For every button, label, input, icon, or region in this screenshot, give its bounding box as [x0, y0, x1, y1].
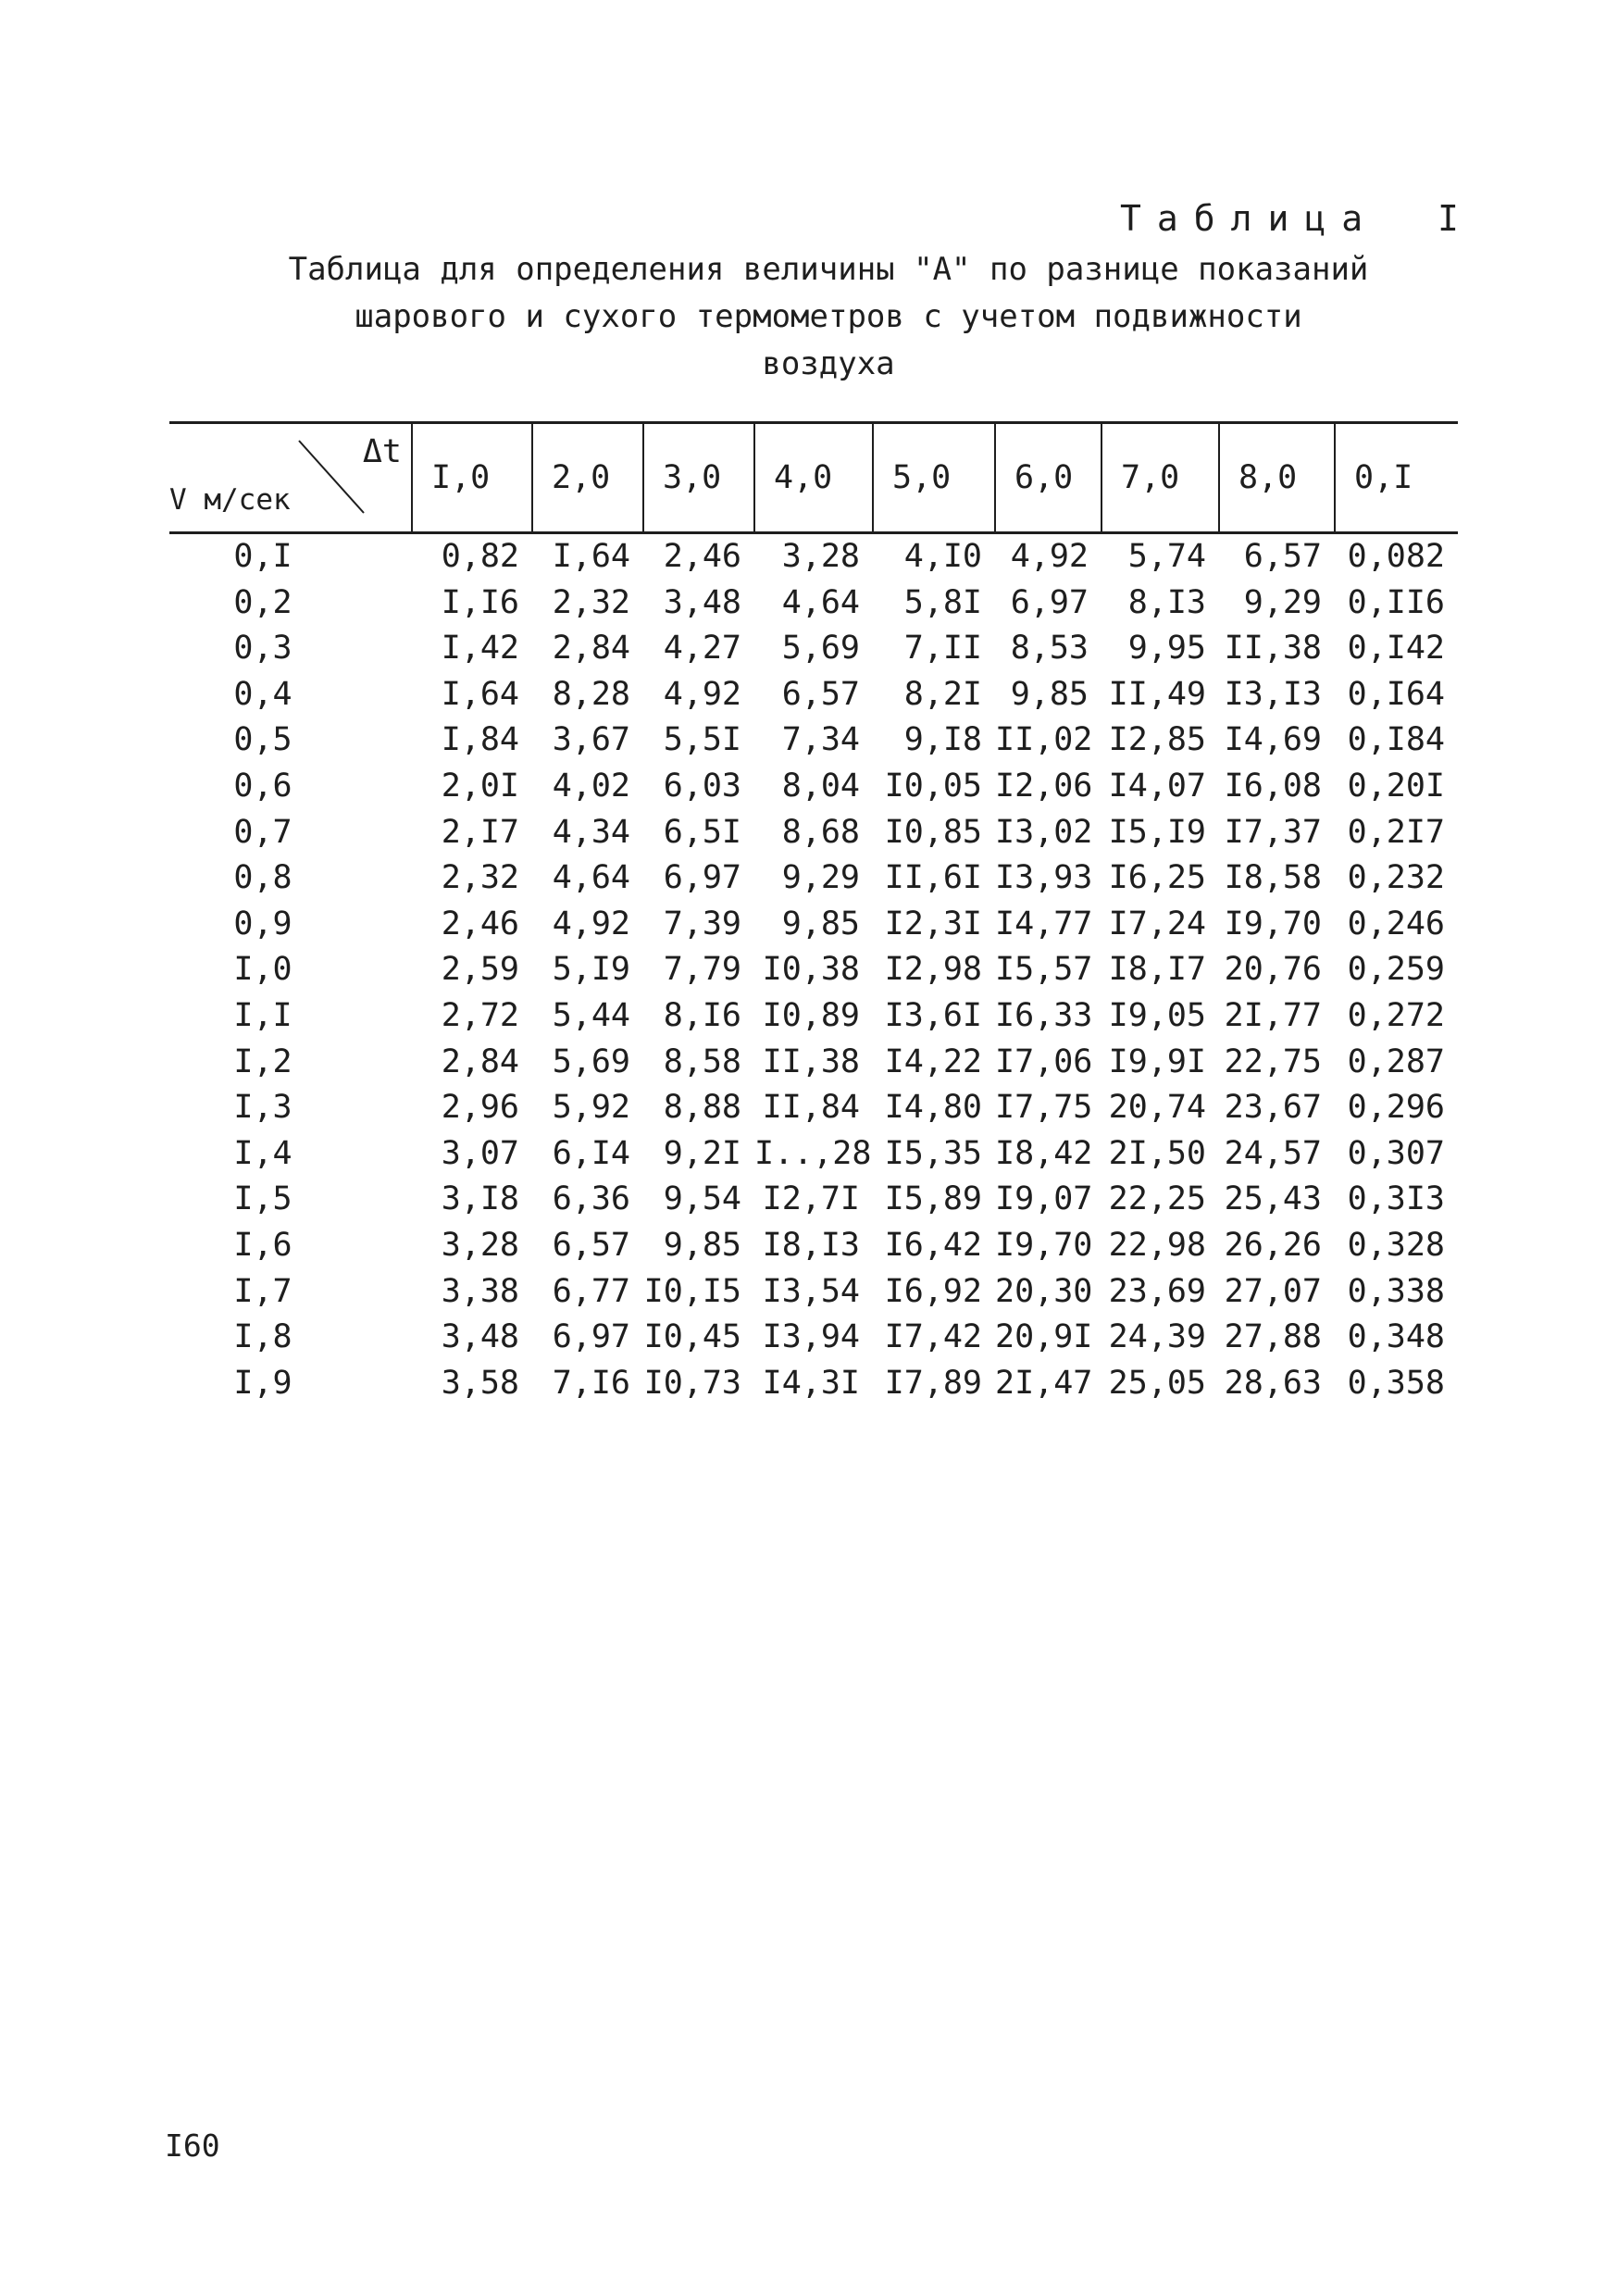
velocity-cell: I,8 — [233, 1318, 292, 1356]
value-cell: 0,82 — [441, 538, 519, 575]
value-cell: 2,32 — [552, 583, 630, 621]
value-cell: I2,7I — [762, 1180, 860, 1218]
value-cell: 0,I64 — [1347, 675, 1445, 713]
table-row — [169, 1040, 1458, 1086]
value-cell: 9,I8 — [903, 721, 982, 759]
value-cell: 8,68 — [781, 813, 860, 851]
value-cell: II,02 — [995, 721, 1093, 759]
velocity-cell: 0,8 — [233, 859, 292, 897]
velocity-cell: I,9 — [233, 1364, 292, 1402]
value-cell: 0,328 — [1347, 1226, 1445, 1264]
value-cell: 8,I3 — [1127, 583, 1206, 621]
velocity-cell: I,6 — [233, 1226, 292, 1264]
value-cell: 4,02 — [552, 767, 630, 805]
value-cell: 6,57 — [781, 675, 860, 713]
value-cell: 7,79 — [663, 951, 741, 989]
value-cell: I3,I3 — [1224, 675, 1322, 713]
value-cell: 6,97 — [663, 859, 741, 897]
value-cell: 2I,50 — [1108, 1134, 1206, 1172]
value-cell: 0,3I3 — [1347, 1180, 1445, 1218]
value-cell: 3,58 — [441, 1364, 519, 1402]
velocity-label: V м/сек — [169, 483, 291, 517]
column-header: 7,0 — [1101, 423, 1219, 533]
value-cell: 25,43 — [1224, 1180, 1322, 1218]
value-cell: I5,89 — [884, 1180, 982, 1218]
value-cell: I7,75 — [995, 1089, 1093, 1127]
table-row — [169, 533, 1458, 580]
velocity-cell: I,3 — [233, 1089, 292, 1127]
table-label-number: I — [1438, 198, 1459, 239]
value-cell: 6,5I — [663, 813, 741, 851]
value-cell: 0,348 — [1347, 1318, 1445, 1356]
value-cell: I5,I9 — [1108, 813, 1206, 851]
value-cell: 27,07 — [1224, 1272, 1322, 1310]
value-cell: I9,9I — [1108, 1042, 1206, 1080]
value-cell: 3,28 — [441, 1226, 519, 1264]
value-cell: I6,08 — [1224, 767, 1322, 805]
table-row — [169, 902, 1458, 948]
table-row — [169, 993, 1458, 1040]
value-cell: II,38 — [762, 1042, 860, 1080]
table-row — [169, 764, 1458, 810]
value-cell: 20,74 — [1108, 1089, 1206, 1127]
value-cell: 5,44 — [552, 996, 630, 1034]
value-cell: 2,46 — [663, 538, 741, 575]
value-cell: 0,358 — [1347, 1364, 1445, 1402]
table-label-word: Таблица — [1120, 198, 1379, 239]
value-cell: 0,307 — [1347, 1134, 1445, 1172]
column-header: I,0 — [412, 423, 532, 533]
value-cell: I6,33 — [995, 996, 1093, 1034]
value-cell: I8,58 — [1224, 859, 1322, 897]
value-cell: I7,37 — [1224, 813, 1322, 851]
value-cell: 3,67 — [552, 721, 630, 759]
value-cell: 8,2I — [903, 675, 982, 713]
value-cell: 5,8I — [903, 583, 982, 621]
value-cell: 9,54 — [663, 1180, 741, 1218]
velocity-cell: 0,2 — [233, 583, 292, 621]
value-cell: I5,57 — [995, 951, 1093, 989]
value-cell: 0,259 — [1347, 951, 1445, 989]
value-cell: I6,92 — [884, 1272, 982, 1310]
value-cell: 9,85 — [663, 1226, 741, 1264]
value-cell: 2,I7 — [441, 813, 519, 851]
value-cell: 6,57 — [1243, 538, 1322, 575]
value-cell: 6,77 — [552, 1272, 630, 1310]
value-cell: I6,42 — [884, 1226, 982, 1264]
title-line: Таблица для определения величины "А" по разнице показаний — [288, 251, 1369, 288]
velocity-cell: I,7 — [233, 1272, 292, 1310]
value-cell: 0,2I7 — [1347, 813, 1445, 851]
value-cell: 3,38 — [441, 1272, 519, 1310]
value-cell: 2,84 — [552, 630, 630, 668]
value-cell: 2,46 — [441, 905, 519, 942]
table-row — [169, 1361, 1458, 1407]
velocity-cell: I,4 — [233, 1134, 292, 1172]
data-table — [169, 421, 1458, 1406]
table-row — [169, 626, 1458, 672]
value-cell: I7,42 — [884, 1318, 982, 1356]
velocity-cell: 0,9 — [233, 905, 292, 942]
value-cell: I4,3I — [762, 1364, 860, 1402]
value-cell: 2I,77 — [1224, 996, 1322, 1034]
value-cell: 3,48 — [441, 1318, 519, 1356]
value-cell: 9,85 — [1010, 675, 1089, 713]
value-cell: 0,246 — [1347, 905, 1445, 942]
value-cell: I4,80 — [884, 1089, 982, 1127]
title-line: воздуха — [762, 345, 895, 382]
value-cell: 6,57 — [552, 1226, 630, 1264]
corner-cell — [169, 423, 412, 533]
value-cell: 6,03 — [663, 767, 741, 805]
velocity-cell: I,2 — [233, 1042, 292, 1080]
velocity-cell: I,I — [233, 996, 292, 1034]
table-row — [169, 718, 1458, 764]
title-line: шарового и сухого термометров с учетом подвижности — [355, 298, 1302, 335]
value-cell: II,49 — [1108, 675, 1206, 713]
value-cell: 0,287 — [1347, 1042, 1445, 1080]
value-cell: 0,II6 — [1347, 583, 1445, 621]
value-cell: I8,42 — [995, 1134, 1093, 1172]
value-cell: 7,II — [903, 630, 982, 668]
value-cell: I7,06 — [995, 1042, 1093, 1080]
velocity-cell: I,5 — [233, 1180, 292, 1218]
value-cell: 2,72 — [441, 996, 519, 1034]
value-cell: 8,88 — [663, 1089, 741, 1127]
velocity-cell: 0,4 — [233, 675, 292, 713]
value-cell: 4,27 — [663, 630, 741, 668]
value-cell: 9,85 — [781, 905, 860, 942]
value-cell: 7,34 — [781, 721, 860, 759]
value-cell: I,42 — [441, 630, 519, 668]
value-cell: 4,92 — [663, 675, 741, 713]
value-cell: 8,I6 — [663, 996, 741, 1034]
value-cell: 20,76 — [1224, 951, 1322, 989]
value-cell: 23,67 — [1224, 1089, 1322, 1127]
column-header: 2,0 — [532, 423, 643, 533]
value-cell: 3,I8 — [441, 1180, 519, 1218]
value-cell: I2,98 — [884, 951, 982, 989]
value-cell: 6,36 — [552, 1180, 630, 1218]
velocity-cell: 0,I — [233, 538, 292, 575]
value-cell: 5,I9 — [552, 951, 630, 989]
value-cell: I0,38 — [762, 951, 860, 989]
value-cell: I9,70 — [995, 1226, 1093, 1264]
value-cell: I2,3I — [884, 905, 982, 942]
page-number: I60 — [165, 2128, 220, 2164]
value-cell: 3,07 — [441, 1134, 519, 1172]
value-cell: 7,I6 — [552, 1364, 630, 1402]
column-header: 8,0 — [1219, 423, 1335, 533]
table-title — [250, 246, 1407, 388]
value-cell: 20,9I — [995, 1318, 1093, 1356]
value-cell: I,64 — [552, 538, 630, 575]
value-cell: I0,85 — [884, 813, 982, 851]
table-row — [169, 1131, 1458, 1178]
value-cell: 2,96 — [441, 1089, 519, 1127]
value-cell: I3,93 — [995, 859, 1093, 897]
value-cell: I9,07 — [995, 1180, 1093, 1218]
value-cell: I4,22 — [884, 1042, 982, 1080]
value-cell: I3,54 — [762, 1272, 860, 1310]
value-cell: 24,57 — [1224, 1134, 1322, 1172]
table-row — [169, 672, 1458, 718]
value-cell: 5,92 — [552, 1089, 630, 1127]
velocity-cell: 0,6 — [233, 767, 292, 805]
value-cell: 6,I4 — [552, 1134, 630, 1172]
value-cell: I3,94 — [762, 1318, 860, 1356]
value-cell: 6,97 — [1010, 583, 1089, 621]
value-cell: 27,88 — [1224, 1318, 1322, 1356]
value-cell: I9,05 — [1108, 996, 1206, 1034]
value-cell: 4,92 — [552, 905, 630, 942]
value-cell: II,38 — [1224, 630, 1322, 668]
value-cell: 0,338 — [1347, 1272, 1445, 1310]
value-cell: 8,58 — [663, 1042, 741, 1080]
value-cell: 22,25 — [1108, 1180, 1206, 1218]
value-cell: 7,39 — [663, 905, 741, 942]
value-cell: 0,296 — [1347, 1089, 1445, 1127]
value-cell: 5,5I — [663, 721, 741, 759]
value-cell: 4,34 — [552, 813, 630, 851]
value-cell: 2,0I — [441, 767, 519, 805]
header-row — [169, 423, 1458, 533]
value-cell: I4,69 — [1224, 721, 1322, 759]
value-cell: 26,26 — [1224, 1226, 1322, 1264]
table-row — [169, 855, 1458, 902]
value-cell: II,6I — [884, 859, 982, 897]
value-cell: 0,I84 — [1347, 721, 1445, 759]
table-row — [169, 1269, 1458, 1316]
value-cell: 0,232 — [1347, 859, 1445, 897]
value-cell: I5,35 — [884, 1134, 982, 1172]
value-cell: I3,6I — [884, 996, 982, 1034]
value-cell: 2,84 — [441, 1042, 519, 1080]
table-row — [169, 1223, 1458, 1269]
value-cell: I7,89 — [884, 1364, 982, 1402]
value-cell: 4,64 — [552, 859, 630, 897]
table-row — [169, 947, 1458, 993]
value-cell: 5,74 — [1127, 538, 1206, 575]
table-row — [169, 1315, 1458, 1361]
delta-t-label: Δt — [362, 433, 402, 470]
value-cell: II,84 — [762, 1089, 860, 1127]
column-header: 0,I — [1335, 423, 1458, 533]
value-cell: 0,272 — [1347, 996, 1445, 1034]
value-cell: I2,06 — [995, 767, 1093, 805]
table-row — [169, 580, 1458, 627]
value-cell: 0,I42 — [1347, 630, 1445, 668]
value-cell: I0,89 — [762, 996, 860, 1034]
value-cell: 22,98 — [1108, 1226, 1206, 1264]
value-cell: 28,63 — [1224, 1364, 1322, 1402]
value-cell: I4,07 — [1108, 767, 1206, 805]
value-cell: 8,28 — [552, 675, 630, 713]
value-cell: 9,29 — [1243, 583, 1322, 621]
table-label — [1120, 198, 1459, 239]
value-cell: 24,39 — [1108, 1318, 1206, 1356]
value-cell: 3,28 — [781, 538, 860, 575]
value-cell: I,84 — [441, 721, 519, 759]
value-cell: I0,73 — [643, 1364, 741, 1402]
value-cell: 4,92 — [1010, 538, 1089, 575]
column-header: 4,0 — [754, 423, 873, 533]
value-cell: I6,25 — [1108, 859, 1206, 897]
value-cell: 2,32 — [441, 859, 519, 897]
value-cell: 6,97 — [552, 1318, 630, 1356]
value-cell: I9,70 — [1224, 905, 1322, 942]
column-header: 5,0 — [873, 423, 995, 533]
velocity-cell: 0,3 — [233, 630, 292, 668]
value-cell: I0,45 — [643, 1318, 741, 1356]
value-cell: I,64 — [441, 675, 519, 713]
value-cell: 3,48 — [663, 583, 741, 621]
value-cell: 25,05 — [1108, 1364, 1206, 1402]
value-cell: I4,77 — [995, 905, 1093, 942]
value-cell: 8,04 — [781, 767, 860, 805]
table-row — [169, 1085, 1458, 1131]
value-cell: 4,I0 — [903, 538, 982, 575]
value-cell: I0,05 — [884, 767, 982, 805]
value-cell: 5,69 — [552, 1042, 630, 1080]
table-row — [169, 810, 1458, 856]
column-header: 3,0 — [643, 423, 754, 533]
value-cell: 9,29 — [781, 859, 860, 897]
column-header: 6,0 — [995, 423, 1101, 533]
value-cell: I,I6 — [441, 583, 519, 621]
table-row — [169, 1177, 1458, 1223]
value-cell: 22,75 — [1224, 1042, 1322, 1080]
value-cell: 2I,47 — [995, 1364, 1093, 1402]
velocity-cell: 0,7 — [233, 813, 292, 851]
value-cell: I8,I7 — [1108, 951, 1206, 989]
value-cell: I0,I5 — [643, 1272, 741, 1310]
value-cell: 9,95 — [1127, 630, 1206, 668]
value-cell: 9,2I — [663, 1134, 741, 1172]
value-cell: 20,30 — [995, 1272, 1093, 1310]
value-cell: 8,53 — [1010, 630, 1089, 668]
value-cell: I7,24 — [1108, 905, 1206, 942]
value-cell: I..,28 — [754, 1134, 872, 1172]
value-cell: I8,I3 — [762, 1226, 860, 1264]
value-cell: 0,082 — [1347, 538, 1445, 575]
value-cell: 2,59 — [441, 951, 519, 989]
value-cell: I3,02 — [995, 813, 1093, 851]
value-cell: 5,69 — [781, 630, 860, 668]
velocity-cell: I,0 — [233, 951, 292, 989]
value-cell: I2,85 — [1108, 721, 1206, 759]
velocity-cell: 0,5 — [233, 721, 292, 759]
value-cell: 23,69 — [1108, 1272, 1206, 1310]
value-cell: 0,20I — [1347, 767, 1445, 805]
value-cell: 4,64 — [781, 583, 860, 621]
